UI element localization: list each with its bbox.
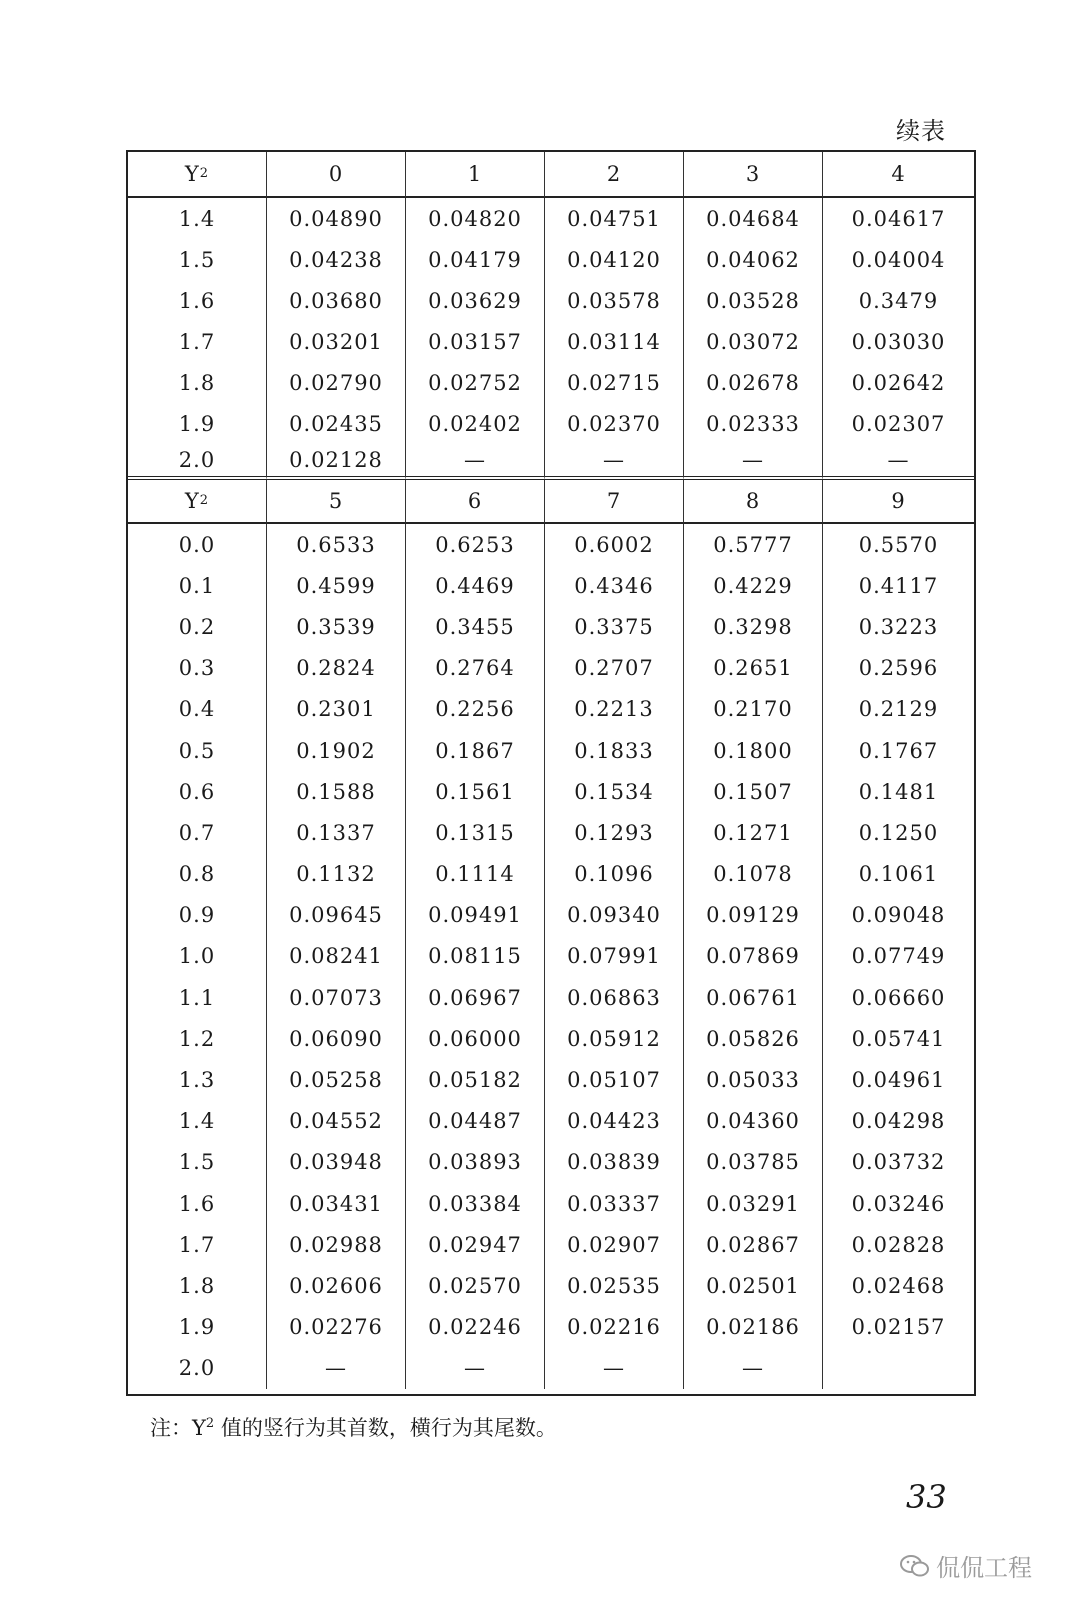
table-cell: 0.05033: [683, 1059, 822, 1100]
coefficient-table: [126, 150, 976, 1396]
row-label: 1.7: [178, 329, 216, 354]
row-label: 1.9: [178, 1315, 216, 1340]
table-cell: 0.05826: [683, 1018, 822, 1059]
row-label: 0.5: [178, 738, 216, 763]
table-cell: 0.03246: [822, 1183, 974, 1224]
table-cell: 0.2170: [683, 689, 822, 730]
table-cell: 0.09645: [266, 895, 405, 936]
table-cell: 0.04961: [822, 1059, 974, 1100]
header-cell: 8: [683, 480, 822, 524]
table-cell: 0.04062: [683, 239, 822, 280]
table-cell: 0.02642: [822, 362, 974, 403]
table-cell: 0.1132: [266, 854, 405, 895]
table-cell: 0.03030: [822, 321, 974, 362]
continued-label: 续表: [896, 117, 946, 145]
table-cell: 0.02988: [266, 1224, 405, 1265]
table-cell: 0.4599: [266, 565, 405, 606]
table-cell: 0.1534: [544, 771, 683, 812]
table-cell: 0.1867: [405, 730, 544, 771]
row-label: 1.3: [178, 1068, 216, 1093]
table-cell: 0.04751: [544, 198, 683, 239]
table-cell: 0.03578: [544, 280, 683, 321]
table-cell: 0.04004: [822, 239, 974, 280]
row-label: 1.1: [178, 985, 216, 1010]
header-y2: Y 2: [128, 480, 266, 524]
table-cell: 0.5570: [822, 524, 974, 565]
row-label: 1.7: [178, 1232, 216, 1257]
row-label: 0.9: [178, 903, 216, 928]
header-cell: 9: [822, 480, 974, 524]
table-cell: 0.5777: [683, 524, 822, 565]
table-cell: 0.02402: [405, 403, 544, 444]
row-label: 0.4: [178, 697, 216, 722]
table-cell: 0.02535: [544, 1265, 683, 1306]
table-cell: 0.05182: [405, 1059, 544, 1100]
table-cell: 0.02947: [405, 1224, 544, 1265]
table-cell: 0.1481: [822, 771, 974, 812]
table-cell: 0.2764: [405, 648, 544, 689]
table-cell: 0.02752: [405, 362, 544, 403]
table-cell: 0.04890: [266, 198, 405, 239]
table-cell: —: [683, 1348, 822, 1389]
table-cell: 0.3479: [822, 280, 974, 321]
table-cell: 0.02246: [405, 1307, 544, 1348]
table-cell: 0.04820: [405, 198, 544, 239]
table-cell: 0.04238: [266, 239, 405, 280]
note-text: 值的竖行为其首数，横行为其尾数。: [214, 1416, 557, 1440]
table-cell: 0.03893: [405, 1142, 544, 1183]
note-symbol: Y: [192, 1416, 206, 1440]
table-cell: 0.03528: [683, 280, 822, 321]
table-cell: 0.02678: [683, 362, 822, 403]
row-label: 0.1: [178, 573, 216, 598]
table-cell: 0.03072: [683, 321, 822, 362]
table-cell: 0.05912: [544, 1018, 683, 1059]
table-cell: 0.1902: [266, 730, 405, 771]
row-label: 1.2: [178, 1026, 216, 1051]
table-cell: 0.1315: [405, 812, 544, 853]
table-cell: 0.03431: [266, 1183, 405, 1224]
table-cell: 0.1096: [544, 854, 683, 895]
note-prefix: 注：: [150, 1416, 192, 1440]
table-cell: 0.1293: [544, 812, 683, 853]
table-cell: 0.06660: [822, 977, 974, 1018]
table-cell: 0.1061: [822, 854, 974, 895]
header-cell: 7: [544, 480, 683, 524]
header-cell: 1: [405, 152, 544, 198]
table-cell: 0.06000: [405, 1018, 544, 1059]
table-cell: 0.03948: [266, 1142, 405, 1183]
row-label: 1.5: [178, 1150, 216, 1175]
table-cell: 0.07073: [266, 977, 405, 1018]
row-label: 0.3: [178, 656, 216, 681]
table-cell: 0.02867: [683, 1224, 822, 1265]
table-cell: 0.6533: [266, 524, 405, 565]
table-cell: 0.06863: [544, 977, 683, 1018]
table-cell: 0.06967: [405, 977, 544, 1018]
table-cell: 0.07991: [544, 936, 683, 977]
table-cell: —: [544, 444, 683, 480]
table-cell: 0.4346: [544, 565, 683, 606]
row-label: 1.4: [178, 206, 216, 231]
page-number: 33: [906, 1478, 947, 1516]
table-cell: 0.03201: [266, 321, 405, 362]
table-cell: —: [544, 1348, 683, 1389]
header-y2-symbol: Y: [184, 162, 200, 186]
table-cell: 0.02435: [266, 403, 405, 444]
table-cell: 0.02715: [544, 362, 683, 403]
table-cell: 0.02157: [822, 1307, 974, 1348]
table-cell: 0.04684: [683, 198, 822, 239]
table-cell: 0.2129: [822, 689, 974, 730]
row-label: 1.8: [178, 370, 216, 395]
table-cell: —: [822, 444, 974, 480]
row-label: 1.6: [178, 1191, 216, 1216]
table-cell: 0.3223: [822, 606, 974, 647]
row-label: 1.9: [178, 411, 216, 436]
table-cell: 0.1271: [683, 812, 822, 853]
row-label: 1.5: [178, 247, 216, 272]
table-cell: 0.07869: [683, 936, 822, 977]
table-cell: 0.03114: [544, 321, 683, 362]
table-cell: 0.02570: [405, 1265, 544, 1306]
header-y2-symbol: Y: [184, 489, 200, 513]
table-note: [150, 1412, 557, 1442]
table-cell: 0.03785: [683, 1142, 822, 1183]
table-cell: 0.03680: [266, 280, 405, 321]
table-cell: 0.06090: [266, 1018, 405, 1059]
table-cell: 0.2651: [683, 648, 822, 689]
table-cell: 0.1507: [683, 771, 822, 812]
table-cell: 0.02307: [822, 403, 974, 444]
table-cell: 0.07749: [822, 936, 974, 977]
table-cell: —: [405, 1348, 544, 1389]
header-cell: 6: [405, 480, 544, 524]
table-cell: 0.02216: [544, 1307, 683, 1348]
table-cell: 0.02907: [544, 1224, 683, 1265]
table-cell: 0.04360: [683, 1101, 822, 1142]
table-cell: 0.1561: [405, 771, 544, 812]
table-cell: 0.03384: [405, 1183, 544, 1224]
row-label: 0.0: [178, 532, 216, 557]
table-cell: 0.1833: [544, 730, 683, 771]
table-cell: 0.1250: [822, 812, 974, 853]
row-label: 1.4: [178, 1109, 216, 1134]
table-cell: 0.6002: [544, 524, 683, 565]
table-cell: 0.04179: [405, 239, 544, 280]
table-cell: 0.08115: [405, 936, 544, 977]
table-cell: 0.04487: [405, 1101, 544, 1142]
table-cell: 0.02468: [822, 1265, 974, 1306]
table-cell: 0.03629: [405, 280, 544, 321]
row-label: 1.6: [178, 288, 216, 313]
table-cell: —: [683, 444, 822, 480]
table-cell: —: [266, 1348, 405, 1389]
table-cell: 0.05741: [822, 1018, 974, 1059]
table-cell: 0.3375: [544, 606, 683, 647]
table-cell: 0.06761: [683, 977, 822, 1018]
table-cell: 0.04298: [822, 1101, 974, 1142]
table-cell: 0.05107: [544, 1059, 683, 1100]
table-cell: 0.1114: [405, 854, 544, 895]
header-cell: 5: [266, 480, 405, 524]
table-cell: 0.2707: [544, 648, 683, 689]
table-cell: 0.4229: [683, 565, 822, 606]
note-exponent: 2: [205, 1416, 215, 1431]
header-y2: Y 2: [128, 152, 266, 198]
table-cell: 0.4117: [822, 565, 974, 606]
row-label: 1.8: [178, 1273, 216, 1298]
table-cell: 0.02606: [266, 1265, 405, 1306]
table-cell: 0.03291: [683, 1183, 822, 1224]
table-cell: 0.08241: [266, 936, 405, 977]
table-cell: 0.02370: [544, 403, 683, 444]
row-label: 0.7: [178, 820, 216, 845]
table-cell: 0.1767: [822, 730, 974, 771]
table-cell: 0.3539: [266, 606, 405, 647]
table-cell: 0.04552: [266, 1101, 405, 1142]
table-cell: 0.04120: [544, 239, 683, 280]
table-cell: 0.02186: [683, 1307, 822, 1348]
table-cell: 0.2213: [544, 689, 683, 730]
table-cell: [822, 1348, 974, 1389]
row-label: 0.2: [178, 614, 216, 639]
table-cell: 0.6253: [405, 524, 544, 565]
table-cell: 0.1078: [683, 854, 822, 895]
header-cell: 4: [822, 152, 974, 198]
table-cell: 0.09340: [544, 895, 683, 936]
table-cell: 0.4469: [405, 565, 544, 606]
table-cell: 0.2596: [822, 648, 974, 689]
table-cell: 0.2824: [266, 648, 405, 689]
table-cell: 0.02501: [683, 1265, 822, 1306]
row-label: 1.0: [178, 944, 216, 969]
table-cell: 0.04423: [544, 1101, 683, 1142]
header-cell: 2: [544, 152, 683, 198]
table-cell: —: [405, 444, 544, 480]
table-cell: 0.1800: [683, 730, 822, 771]
header-cell: 3: [683, 152, 822, 198]
watermark-text: 侃侃工程: [936, 1554, 1032, 1582]
table-cell: 0.09048: [822, 895, 974, 936]
table-cell: 0.03337: [544, 1183, 683, 1224]
row-label: 2.0: [128, 444, 266, 480]
table-cell: 0.02333: [683, 403, 822, 444]
wechat-icon: [900, 1554, 930, 1578]
table-cell: 0.03839: [544, 1142, 683, 1183]
table-cell: 0.02276: [266, 1307, 405, 1348]
table-cell: 0.09129: [683, 895, 822, 936]
table-cell: 0.03732: [822, 1142, 974, 1183]
row-label: 0.8: [178, 862, 216, 887]
table-cell: 0.05258: [266, 1059, 405, 1100]
table-cell: 0.03157: [405, 321, 544, 362]
table-cell: 0.09491: [405, 895, 544, 936]
row-label: 2.0: [178, 1356, 216, 1381]
table-cell: 0.2301: [266, 689, 405, 730]
table-cell: 0.1337: [266, 812, 405, 853]
table-cell: 0.02790: [266, 362, 405, 403]
header-cell: 0: [266, 152, 405, 198]
table-cell: 0.3298: [683, 606, 822, 647]
table-cell: 0.02828: [822, 1224, 974, 1265]
table-cell: 0.3455: [405, 606, 544, 647]
table-cell: 0.1588: [266, 771, 405, 812]
table-cell: 0.2256: [405, 689, 544, 730]
watermark: [900, 1548, 1032, 1583]
row-label: 0.6: [178, 779, 216, 804]
table-cell: 0.04617: [822, 198, 974, 239]
table-cell: 0.02128: [266, 444, 405, 480]
